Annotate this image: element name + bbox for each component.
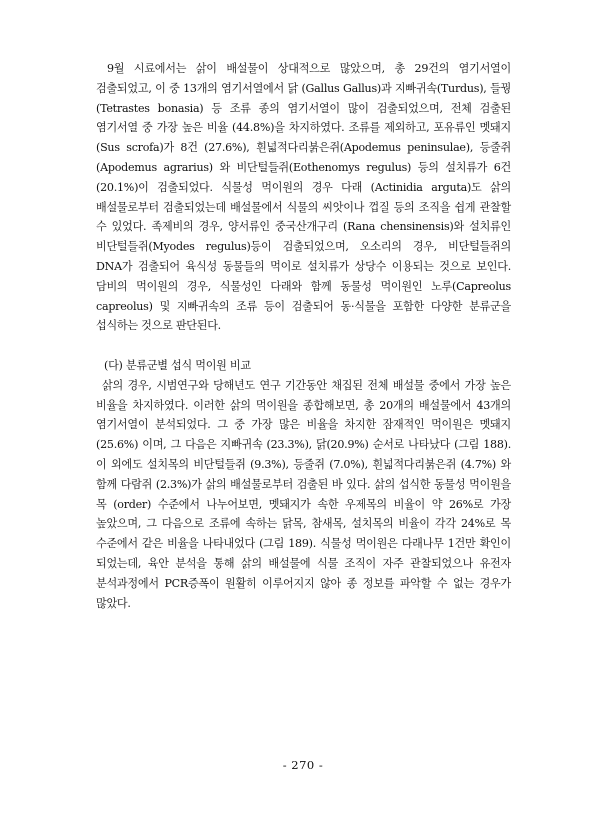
paragraph-1-text: 9월 시료에서는 삵이 배설물이 상대적으로 많았으며, 총 29건의 염기서열이 검출되었고, 이 중 13개의 염기서열에서 닭 (Gallus Gallus)과 지빠귀속(Turdus), 들꿩 (Tetrastes bonasia) 등 조류 종의 염기서열이 많이 검출되었으며, 전체 검출된 염기서열 중 가장 높은 비율 (44.8%)을 차지하였다. 조류를 제외하고, 포유류인 멧돼지 (Sus scrofa)가 8건 (27.6%), 흰넓적다리붉은쥐(Apodemus peninsulae), 등줄쥐 (Apodemus agrarius) 와 비단털들쥐(Eothenomys regulus) 등의 설치류가 6건 (20.1%)이 검출되었다. 식물성 먹이원의 경우 다래 (Actinidia arguta)도 삵의 배설물로부터 검출되었는데 배설물에서 식물의 씨앗이나 껍질 등의 조직을 쉽게 관찰할 수 있었다. 족제비의 경우, 양서류인 중국산개구리 (Rana chensinensis)와 설치류인 비단털들쥐(Myodes regulus)등이 검출되었으며, 오소리의 경우, 비단털들쥐의 DNA가 검출되어 육식성 동물들의 먹이로 설치류가 상당수 이용되는 것으로 보인다. 담비의 먹이원의 경우, 식물성인 다래와 함께 동물성 먹이원인 노루(Capreolus capreolus) 및 지빠귀속의 조류 등이 검출되어 동·식물을 포함한 다양한 분류군을 섭식하는 것으로 판단된다. [96, 62, 511, 333]
paragraph-september-samples [96, 59, 511, 336]
paragraph-2-text: 삵의 경우, 시범연구와 당해년도 연구 기간동안 채집된 전체 배설물 중에서 가장 높은 비율을 차지하였다. 이러한 삵의 먹이원을 종합해보면, 총 20개의 배설물에서 43개의 염기서열이 분석되었다. 그 중 가장 많은 비율을 차지한 잠재적인 먹이원은 멧돼지 (25.6%) 이며, 그 다음은 지빠귀속 (23.3%), 닭(20.9%) 순서로 나타났다 (그림 188). 이 외에도 설치목의 비단털들쥐 (9.3%), 등줄쥐 (7.0%), 흰넓적다리붉은쥐 (4.7%) 와 함께 다람쥐 (2.3%)가 삵의 배설물로부터 검출된 바 있다. 삵의 섭식한 동물성 먹이원을 목 (order) 수준에서 나누어보면, 멧돼지가 속한 우제목의 비율이 약 26%로 가장 높았으며, 그 다음으로 조류에 속하는 닭목, 참새목, 설치목의 비율이 각각 24%로 목 수준에서 같은 비율을 나타내었다 (그림 189). 식물성 먹이원은 다래나무 1건만 확인이 되었는데, 육안 분석을 통해 삵의 배설물에 식물 조직이 자주 관찰되었으나 유전자 분석과정에서 PCR증폭이 원활히 이루어지지 않아 종 정보를 파악할 수 없는 경우가 많았다. [96, 378, 511, 610]
section-heading: (다) 분류군별 섭식 먹이원 비교 [104, 358, 251, 372]
page-number: - 270 - [282, 758, 324, 772]
document-body [96, 59, 511, 613]
paragraph-gap [96, 336, 511, 356]
paragraph-taxon-comparison [96, 376, 511, 614]
